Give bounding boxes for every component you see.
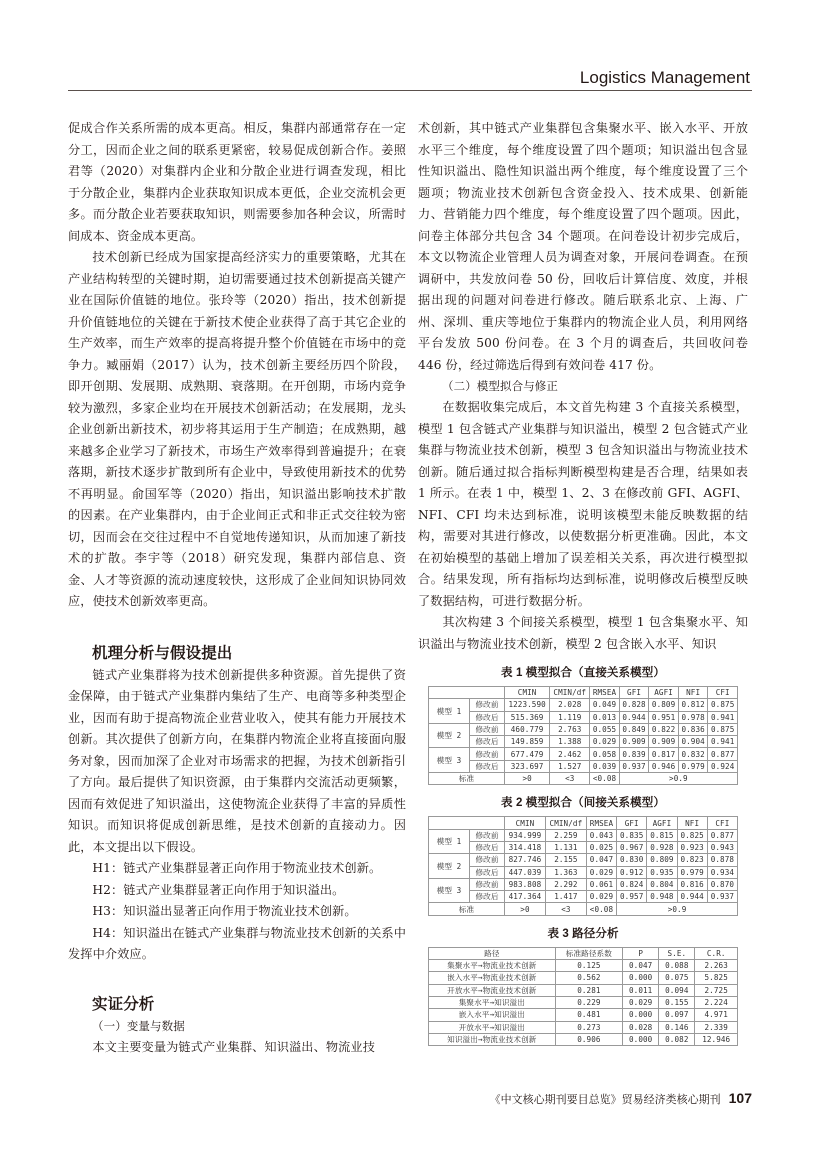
path-label: 知识溢出→物流业技术创新 [429, 1033, 556, 1045]
value-cell: 0.946 [649, 760, 679, 772]
value-cell: 0.937 [619, 760, 649, 772]
section-heading: 实证分析 [92, 995, 155, 1013]
value-cell: 0.941 [708, 736, 738, 748]
value-cell: 0.146 [659, 1021, 695, 1033]
value-cell: 0.923 [677, 841, 707, 853]
header-cell [429, 687, 505, 699]
header-cell: AGFI [647, 817, 677, 829]
state-label: 修改后 [470, 841, 505, 853]
value-cell: 0.849 [619, 723, 649, 735]
value-cell: 0.944 [677, 891, 707, 903]
value-cell: 0.809 [649, 699, 679, 711]
state-label: 修改后 [470, 760, 505, 772]
value-cell: 0.155 [659, 996, 695, 1008]
table-header-row [429, 687, 738, 699]
table-row [429, 972, 738, 984]
paragraph: 术创新，其中链式产业集群包含集聚水平、嵌入水平、开放水平三个维度，每个维度设置了四个题项；知识溢出包含显性知识溢出、隐性知识溢出两个维度，每个维度设置了三个题项；物流业技术创新包含资金投入、技术成果、创新能力、营销能力四个维度，每个维度设置了四个题项。因此，问卷主体部分共包含 34 个题项。在问卷设计初步完成后，本文以物流企业管理人员为调查对象，开展问卷调查。在预调研中，共发放问卷 50 份，回收后计算信度、效度，并根据出现的问题对问卷进行修改。随后联系北京、上海、广州、深圳、重庆等地位于集群内的物流企业人员，利用网络平台发放 500 份问卷。在 3 个月的调查后，共回收问卷 446 份，经过筛选后得到有效问卷 417 份。 [418, 121, 748, 372]
header-cell: CFI [707, 817, 737, 829]
value-cell: 0.088 [659, 960, 695, 972]
table-row [429, 1009, 738, 1021]
path-label: 开放水平→物流业技术创新 [429, 984, 556, 996]
model-label: 模型 3 [429, 748, 470, 773]
subsection-heading: （一）变量与数据 [92, 1018, 185, 1033]
value-cell: 0.029 [586, 866, 616, 878]
subsection-heading: （二）模型拟合与修正 [442, 379, 558, 393]
header-cell: CMIN [505, 817, 546, 829]
paragraph: 技术创新已经成为国家提高经济实力的重要策略，尤其在产业结构转型的关键时期，迫切需要通过技术创新提高关键产业在国际价值链的地位。张玲等（2020）指出，技术创新提升价值链地位的关键在于新技术使企业获得了高于其它企业的生产效率，而生产效率的提高将提升整个价值链在市场中的竞争力。臧丽娟（2017）认为，技术创新主要经历四个阶段，即开创期、发展期、成熟期、衰落期。在开创期，市场内竞争较为激烈，多家企业均在开展技术创新活动；在发展期，龙头企业创新出新技术，初步将其运用于生产制造；在成熟期，越来越多企业学习了新技术，市场生产效率得到普遍提升；在衰落期，新技术逐步扩散到所有企业中，导致使用新技术的优势不再明显。俞国军等（2020）指出，知识溢出影响技术扩散的因素。在产业集群内，由于企业间正式和非正式交往较为密切，因而会在交往过程中不自觉地传递知识，从而加速了新技术的扩散。李宇等（2018）研究发现，集群内部信息、资金、人才等资源的流动速度较快，这形成了企业间知识协同效应，使技术创新效率更高。 [68, 250, 406, 608]
table-row [429, 829, 738, 841]
state-label: 修改后 [470, 866, 505, 878]
header-cell: NFI [677, 817, 707, 829]
value-cell: 0.967 [617, 841, 647, 853]
left-column [68, 118, 406, 1058]
state-label: 修改前 [470, 878, 505, 890]
value-cell: 0.951 [649, 711, 679, 723]
value-cell: 0.013 [590, 711, 620, 723]
value-cell: 1.527 [550, 760, 590, 772]
table-row [429, 866, 738, 878]
value-cell: 2.763 [550, 723, 590, 735]
state-label: 修改后 [470, 711, 505, 723]
state-label: 修改前 [470, 829, 505, 841]
table-row [429, 1021, 738, 1033]
value-cell: 0.562 [555, 972, 622, 984]
value-cell: 0.000 [623, 1009, 659, 1021]
header-cell [429, 817, 505, 829]
model-label: 模型 3 [429, 878, 470, 903]
value-cell: 0.904 [678, 736, 708, 748]
header-cell: GFI [617, 817, 647, 829]
header-cell: GFI [619, 687, 649, 699]
value-cell: 2.155 [545, 854, 586, 866]
value-cell: 2.339 [695, 1021, 738, 1033]
value-cell: 0.830 [617, 854, 647, 866]
standard-cmin-df: <3 [545, 903, 586, 915]
value-cell: 0.943 [707, 841, 737, 853]
standard-rmsea: <0.08 [586, 903, 616, 915]
table-row [429, 699, 738, 711]
value-cell: 2.462 [550, 748, 590, 760]
path-label: 集聚水平→知识溢出 [429, 996, 556, 1008]
header-cell: RMSEA [586, 817, 616, 829]
hypothesis-h2: H2：链式产业集群显著正向作用于知识溢出。 [92, 882, 345, 897]
table-row [429, 723, 738, 735]
value-cell: 0.094 [659, 984, 695, 996]
state-label: 修改前 [470, 748, 505, 760]
table-row [429, 760, 738, 772]
value-cell: 0.049 [590, 699, 620, 711]
value-cell: 2.292 [545, 878, 586, 890]
value-cell: 0.043 [586, 829, 616, 841]
value-cell: 0.875 [708, 699, 738, 711]
value-cell: 0.047 [586, 854, 616, 866]
path-label: 嵌入水平→知识溢出 [429, 1009, 556, 1021]
value-cell: 0.957 [617, 891, 647, 903]
header-cell: CFI [708, 687, 738, 699]
table-header-row [429, 947, 738, 959]
journal-title: Logistics Management [579, 68, 750, 87]
value-cell: 314.418 [505, 841, 546, 853]
value-cell: 0.935 [647, 866, 677, 878]
value-cell: 0.836 [678, 723, 708, 735]
value-cell: 0.839 [619, 748, 649, 760]
table-path-analysis [428, 947, 738, 1046]
standard-row [429, 773, 738, 785]
path-label: 开放水平→知识溢出 [429, 1021, 556, 1033]
value-cell: 2.224 [695, 996, 738, 1008]
value-cell: 0.822 [649, 723, 679, 735]
value-cell: 0.909 [619, 736, 649, 748]
header-cell: NFI [678, 687, 708, 699]
value-cell: 0.281 [555, 984, 622, 996]
value-cell: 0.039 [590, 760, 620, 772]
paragraph: 其次构建 3 个间接关系模型，模型 1 包含集聚水平、知识溢出与物流业技术创新，模型 2 包含嵌入水平、知识 [418, 615, 748, 651]
table-row [429, 1033, 738, 1045]
header-cell: CMIN/df [550, 687, 590, 699]
table-row [429, 960, 738, 972]
value-cell: 0.097 [659, 1009, 695, 1021]
state-label: 修改前 [470, 699, 505, 711]
standard-row [429, 903, 738, 915]
section-heading: 机理分析与假设提出 [92, 644, 233, 662]
value-cell: 677.479 [505, 748, 550, 760]
value-cell: 0.029 [623, 996, 659, 1008]
state-label: 修改前 [470, 854, 505, 866]
value-cell: 0.812 [678, 699, 708, 711]
value-cell: 0.875 [708, 723, 738, 735]
value-cell: 934.999 [505, 829, 546, 841]
value-cell: 0.937 [707, 891, 737, 903]
model-label: 模型 1 [429, 699, 470, 724]
page-number: 107 [728, 1090, 752, 1106]
value-cell: 0.047 [623, 960, 659, 972]
value-cell: 0.979 [678, 760, 708, 772]
standard-fit-indices: >0.9 [617, 903, 738, 915]
hypothesis-h3: H3：知识溢出显著正向作用于物流业技术创新。 [92, 904, 357, 918]
value-cell: 1.417 [545, 891, 586, 903]
value-cell: 0.878 [707, 854, 737, 866]
table-caption: 表 1 模型拟合（直接关系模型） [501, 667, 665, 679]
table-row [429, 984, 738, 996]
standard-fit-indices: >0.9 [619, 773, 737, 785]
value-cell: 1223.590 [505, 699, 550, 711]
model-label: 模型 2 [429, 854, 470, 879]
page-footer [480, 1090, 752, 1107]
paragraph: 本文主要变量为链式产业集群、知识溢出、物流业技 [92, 1039, 376, 1054]
state-label: 修改后 [470, 891, 505, 903]
table-caption: 表 2 模型拟合（间接关系模型） [501, 797, 665, 810]
table-row [429, 891, 738, 903]
value-cell: 417.364 [505, 891, 546, 903]
value-cell: 323.697 [505, 760, 550, 772]
table-header-row [429, 817, 738, 829]
state-label: 修改后 [470, 736, 505, 748]
header-cell: 路径 [429, 947, 556, 959]
value-cell: 0.912 [617, 866, 647, 878]
value-cell: 0.824 [617, 878, 647, 890]
table-model-fit-direct [428, 686, 738, 785]
header-cell: S.E. [659, 947, 695, 959]
value-cell: 0.817 [649, 748, 679, 760]
value-cell: 2.725 [695, 984, 738, 996]
standard-cmin: >0 [505, 903, 546, 915]
value-cell: 1.363 [545, 866, 586, 878]
table-row [429, 711, 738, 723]
value-cell: 0.924 [708, 760, 738, 772]
value-cell: 447.039 [505, 866, 546, 878]
value-cell: 0.804 [647, 878, 677, 890]
value-cell: 0.823 [677, 854, 707, 866]
value-cell: 0.011 [623, 984, 659, 996]
value-cell: 1.388 [550, 736, 590, 748]
path-label: 嵌入水平→物流业技术创新 [429, 972, 556, 984]
model-label: 模型 1 [429, 829, 470, 854]
standard-cmin: >0 [505, 773, 550, 785]
paragraph: 链式产业集群将为技术创新提供多种资源。首先提供了资金保障，由于链式产业集群内集结了生产、电商等多种类型企业，因而有助于提高物流企业营业收入，使其有能力开展技术创新。其次提供了创新方向，在集群内物流企业将直接面向服务对象，因而加深了企业对市场需求的把握，为技术创新指引了方向。最后提供了知识资源，由于集群内交流活动更频繁，因而有效促进了知识溢出，这使物流企业获得了丰富的异质性知识。而知识将促成创新思维，是技术创新的直接动力。因此，本文提出以下假设。 [68, 667, 406, 854]
value-cell: 2.259 [545, 829, 586, 841]
value-cell: 0.978 [678, 711, 708, 723]
table-row [429, 878, 738, 890]
value-cell: 0.825 [677, 829, 707, 841]
header-cell: 标准路径系数 [555, 947, 622, 959]
value-cell: 0.815 [647, 829, 677, 841]
model-label: 模型 2 [429, 723, 470, 748]
standard-label: 标准 [429, 903, 505, 915]
table-caption: 表 3 路径分析 [547, 927, 619, 940]
value-cell: 0.058 [590, 748, 620, 760]
header-cell: CMIN [505, 687, 550, 699]
value-cell: 0.816 [677, 878, 707, 890]
standard-label: 标准 [429, 773, 505, 785]
state-label: 修改前 [470, 723, 505, 735]
value-cell: 0.934 [707, 866, 737, 878]
value-cell: 0.870 [707, 878, 737, 890]
value-cell: 0.082 [659, 1033, 695, 1045]
value-cell: 0.000 [623, 972, 659, 984]
value-cell: 0.125 [555, 960, 622, 972]
hypothesis-h1: H1：链式产业集群显著正向作用于物流业技术创新。 [92, 861, 382, 875]
value-cell: 4.971 [695, 1009, 738, 1021]
value-cell: 0.979 [677, 866, 707, 878]
value-cell: 2.028 [550, 699, 590, 711]
paragraph: 在数据收集完成后，本文首先构建 3 个直接关系模型，模型 1 包含链式产业集群与知识溢出，模型 2 包含链式产业集群与物流业技术创新，模型 3 包含知识溢出与物流业技术创新。随后通过拟合指标判断模型构建是否合理，结果如表 1 所示。在表 1 中，模型 1、2、3 在修改前 GFI、AGFI、NFI、CFI 均未达到标准，说明该模型未能反映数据的结构，需要对其进行修改，以使数据分析更准确。因此，本文在初始模型的基础上增加了误差相关关系，再次进行模型拟合。结果发现，所有指标均达到标准，说明修改后模型反映了数据结构，可进行数据分析。 [418, 400, 748, 608]
value-cell: 0.075 [659, 972, 695, 984]
right-column [418, 118, 748, 1046]
header-cell: C.R. [695, 947, 738, 959]
value-cell: 12.946 [695, 1033, 738, 1045]
value-cell: 983.808 [505, 878, 546, 890]
table-row [429, 854, 738, 866]
table-row [429, 748, 738, 760]
table-model-fit-indirect [428, 816, 738, 915]
value-cell: 0.025 [586, 841, 616, 853]
value-cell: 5.825 [695, 972, 738, 984]
header-cell: RMSEA [590, 687, 620, 699]
value-cell: 515.369 [505, 711, 550, 723]
value-cell: 0.877 [708, 748, 738, 760]
value-cell: 2.263 [695, 960, 738, 972]
value-cell: 0.029 [586, 891, 616, 903]
value-cell: 149.859 [505, 736, 550, 748]
table-row [429, 841, 738, 853]
value-cell: 0.928 [647, 841, 677, 853]
value-cell: 0.061 [586, 878, 616, 890]
header-cell: CMIN/df [545, 817, 586, 829]
value-cell: 0.877 [707, 829, 737, 841]
value-cell: 0.229 [555, 996, 622, 1008]
value-cell: 0.481 [555, 1009, 622, 1021]
value-cell: 0.055 [590, 723, 620, 735]
value-cell: 0.828 [619, 699, 649, 711]
value-cell: 1.119 [550, 711, 590, 723]
value-cell: 827.746 [505, 854, 546, 866]
table-row [429, 996, 738, 1008]
standard-cmin-df: <3 [550, 773, 590, 785]
value-cell: 0.273 [555, 1021, 622, 1033]
value-cell: 0.944 [619, 711, 649, 723]
value-cell: 0.028 [623, 1021, 659, 1033]
running-header [68, 68, 752, 91]
value-cell: 1.131 [545, 841, 586, 853]
value-cell: 460.779 [505, 723, 550, 735]
value-cell: 0.948 [647, 891, 677, 903]
path-label: 集聚水平→物流业技术创新 [429, 960, 556, 972]
header-cell: AGFI [649, 687, 679, 699]
table-row [429, 736, 738, 748]
value-cell: 0.029 [590, 736, 620, 748]
paragraph: 促成合作关系所需的成本更高。相反，集群内部通常存在一定分工，因而企业之间的联系更紧密，较易促成创新合作。姜照君等（2020）对集群内企业和分散企业进行调查发现，相比于分散企业，集群内企业获取知识成本更低，企业交流机会更多。而分散企业若要获取知识，则需要参加各种会议，所需时间成本、资金成本更高。 [68, 121, 406, 243]
footer-text: 《中文核心期刊要目总览》贸易经济类核心期刊 [489, 1094, 721, 1106]
value-cell: 0.000 [623, 1033, 659, 1045]
value-cell: 0.832 [678, 748, 708, 760]
header-cell: P [623, 947, 659, 959]
value-cell: 0.909 [649, 736, 679, 748]
value-cell: 0.809 [647, 854, 677, 866]
value-cell: 0.906 [555, 1033, 622, 1045]
value-cell: 0.941 [708, 711, 738, 723]
hypothesis-h4: H4：知识溢出在链式产业集群与物流业技术创新的关系中发挥中介效应。 [68, 925, 406, 961]
standard-rmsea: <0.08 [590, 773, 620, 785]
value-cell: 0.835 [617, 829, 647, 841]
